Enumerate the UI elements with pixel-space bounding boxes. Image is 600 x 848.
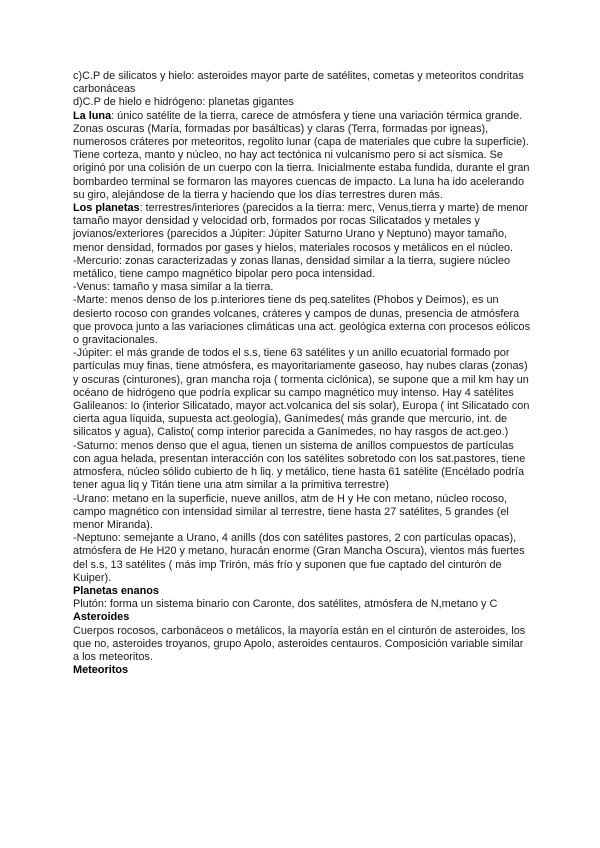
paragraph-marte xyxy=(73,294,531,347)
paragraph-saturno xyxy=(73,440,531,493)
heading-planetas-enanos: Planetas enanos xyxy=(73,584,159,597)
venus-text: -Venus: tamaño y masa similar a la tierra. xyxy=(73,281,274,294)
paragraph-planetas xyxy=(73,202,531,255)
paragraph-luna xyxy=(73,110,531,202)
paragraph-c-text: c)C.P de silicatos y hielo: asteroides mayor parte de satélites, cometas y meteoritos condritas carbonáceas xyxy=(73,70,524,96)
paragraph-urano xyxy=(73,493,531,533)
paragraph-d-text: d)C.P de hielo e hidrógeno: planetas gigantes xyxy=(73,96,294,109)
neptuno-text: -Neptuno: semejante a Urano, 4 anills (dos con satélites pastores, 2 con partículas opacas), atmósfera de He H20 y metano, huracán enorme (Gran Mancha Oscura), vientos más fuertes del s.s, 13 satélites ( más imp Trirón, más frío y suponen que fue captado del cinturón de Kuiper). xyxy=(73,532,525,584)
urano-text: -Urano: metano en la superficie, nueve anillos, atm de H y He con metano, núcleo rocoso, campo magnético con intensidad similar al terrestre, tiene hasta 27 satélites, 5 grandes (el menor Miranda). xyxy=(73,492,509,531)
heading-meteoritos: Meteoritos xyxy=(73,664,129,677)
planetas-lead: Los planetas xyxy=(73,202,140,215)
paragraph-neptuno xyxy=(73,532,531,585)
paragraph-c xyxy=(73,70,531,96)
mercurio-text: -Mercurio: zonas caracterizadas y zonas llanas, densidad similar a la tierra, sugiere núcleo metálico, tiene campo magnético bipolar pero poca intensidad. xyxy=(73,254,511,281)
document-page xyxy=(73,70,531,677)
paragraph-pluton: Plutón: forma un sistema binario con Caronte, dos satélites, atmósfera de N,metano y C xyxy=(73,598,498,611)
saturno-text: -Saturno: menos denso que el agua, tienen un sistema de anillos compuestos de partículas con agua helada, presentan interacción con los satélites sobretodo con los sat.pastores, tiene atmosfera, núcleo sólido cubierto de h liq. y metálico, tiene hasta 61 satélite (Encélado podría tener agua liq y Titán tiene una atm similar a la primitiva terrestre) xyxy=(73,439,526,492)
paragraph-venus xyxy=(73,281,531,294)
paragraph-asteroides: Cuerpos rocosos, carbonáceos o metálicos, la mayoría están en el cinturón de asteroides, los que no, asteroides troyanos, grupo Apolo, asteroides centauros. Composición variable similar a los meteoritos. xyxy=(73,624,526,663)
marte-text: -Marte: menos denso de los p.interiores tiene ds peq.satelites (Phobos y Deimos), es un desierto rocoso con grandes volcanes, cráteres y campos de dunas, presencia de atmósfera que provoca junto a las variaciones climáticas una act. geológica externa con procesos eólicos o gravitacionales. xyxy=(73,294,531,347)
luna-text: : único satélite de la tierra, carece de atmósfera y tiene una variación térmica grande. Zonas oscuras (María, formadas por basálticas) y claras (Terra, formadas por igneas), numerosos cráteres por meteoritos, regolito lunar (capa de materiales que cubre la superficie). Tiene corteza, manto y núcleo, no hay act tectónica ni vulcanismo pero si act sísmica. Se originó por una colisión de un cuerpo con la tierra. Inicialmente estaba fundida, durante el gran bombardeo terminal se formaron las mayores cuencas de impacto. La luna ha ido acelerando su giro, alejándose de la tierra y haciendo que los días terrestres duren más. xyxy=(73,109,530,201)
luna-lead: La luna xyxy=(73,109,112,122)
paragraph-jupiter xyxy=(73,347,531,439)
paragraph-mercurio xyxy=(73,255,531,281)
jupiter-text: -Júpiter: el más grande de todos el s.s, tiene 63 satélites y un anillo ecuatorial formado por partículas muy finas, tiene atmósfera, es mayoritariamente gaseoso, hay nubes claras (zonas) y oscuras (cinturones), gran mancha roja ( tormenta ciclónica), se supone que a mil km hay un océano de hidrógeno que podría explicar su campo magnético muy intenso. Hay 4 satélites Galileanos: Io (interior Silicatado, mayor act.volcanica del sis solar), Europa ( int Silicatado con cierta agua líquida, supuesta act.geología), Ganímedes( más grande que mercurio, int. de silicatos y agua), Calisto( comp interior parecida a Ganímedes, no hay rasgos de act.geo.) xyxy=(73,347,530,439)
paragraph-d xyxy=(73,96,531,109)
heading-asteroides: Asteroides xyxy=(73,611,130,624)
planetas-text: : terrestres/interiores (parecidos a la tierra: merc, Venus,tierra y marte) de menor tamaño mayor densidad y velocidad orb, formados por rocas Silicatados y metales y jovianos/exteriores (parecidos a Júpiter: Júpiter Saturno Urano y Neptuno) mayor tamaño, menor densidad, formados por gases y hielos, materiales rocosos y metálicos en el núcleo. xyxy=(73,202,529,254)
